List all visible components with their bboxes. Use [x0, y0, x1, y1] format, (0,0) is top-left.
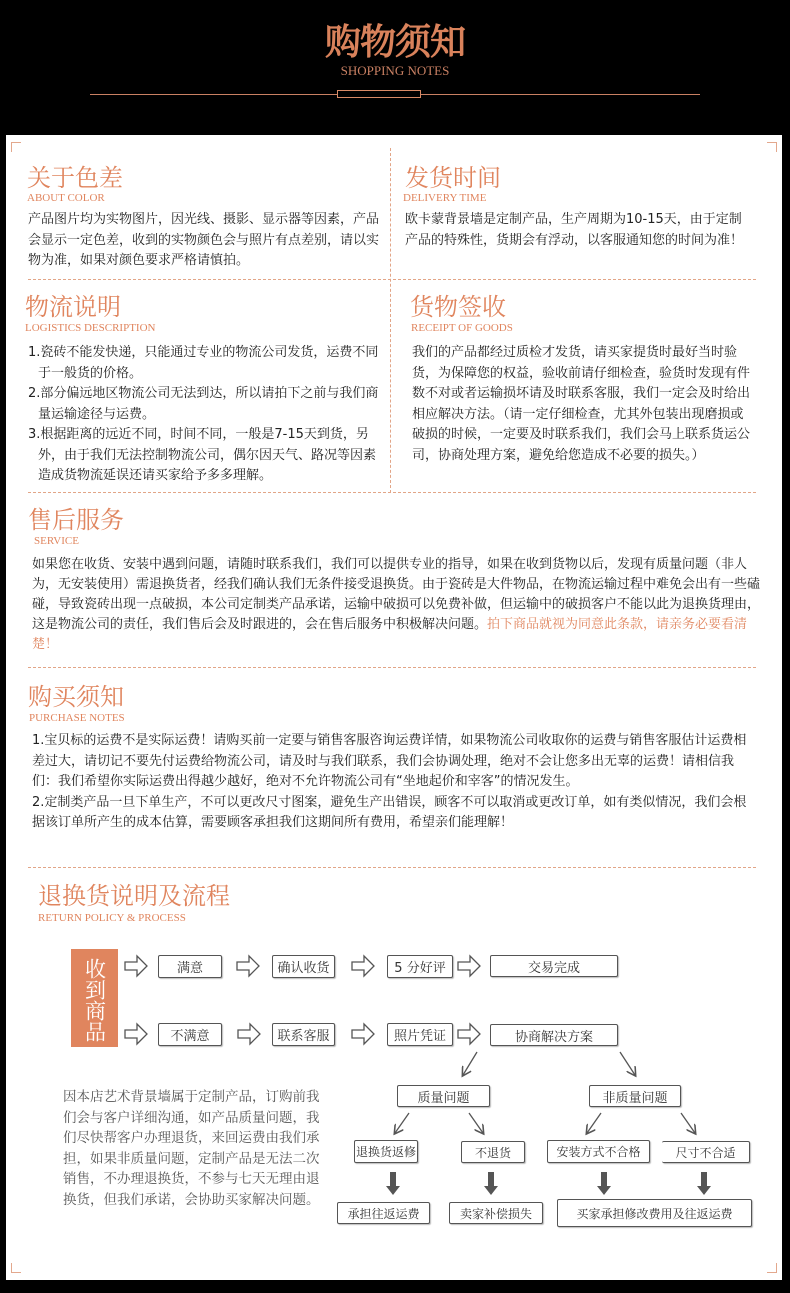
section-body: 产品图片均为实物图片，因光线、摄影、显示器等因素，产品会显示一定色差，收到的实物颜色会与照片有点差别，请以实物为准，如果对颜色要求严格请慎拍。 [28, 212, 380, 268]
section-body: 我们的产品都经过质检才发货，请买家提货时最好当时验货，为保障您的权益，验收前请仔细检查，验货时发现有件数不对或者运输损坏请及时联系客服，我们一定会及时给出相应解决方法。（请一定仔细检查，尤其外包装出现磨损或破损的时候，一定要及时联系我们，我们会马上联系货运公司，协商处理方案，避免给您造成不必要的损失。） [412, 345, 751, 463]
page-subtitle: SHOPPING NOTES [340, 63, 450, 78]
flow-step: 5 分好评 [387, 955, 453, 978]
section-title-color: 关于色差 [27, 164, 123, 192]
arrow-right-icon [237, 956, 259, 976]
section-subtitle: SERVICE [34, 535, 79, 547]
return-policy-note: 因本店艺术背景墙属于定制产品，订购前我们会与客户详细沟通，如产品质量问题，我们尽快帮客户办理退货，来回运费由我们承担，如果非质量问题，定制产品是无法二次销售，不办理退换货，不参与七天无理由退换货，但我们承诺，会协助买家解决问题。 [63, 1089, 320, 1208]
arrow-right-icon [352, 956, 374, 976]
service-highlight: 拍下商品就视为同意此条款，请亲务必要看清楚！ [32, 617, 748, 652]
flow-step: 满意 [158, 955, 222, 978]
arrow-diagonal-icon [395, 1113, 409, 1133]
service-text: 如果您在收货、安装中遇到问题，请随时联系我们，我们可以提供专业的指导，如果在收到货物以后，发现有质量问题（非人为，无安装使用）需退换货者，经我们确认我们无条件接受退换货。由于瓷砖是大件物品，在物流运输过程中难免会出有一些磕碰，导致瓷砖出现一点破损，本公司定制类产品承诺，运输中破损可以免费补做，但运输中的破损客户不能以此为退换货理由，这是物流公司的责任，我们售后会及时跟进的，会在售后服务中积极解决问题。 [32, 557, 761, 632]
flow-case: 尺寸不合适 [662, 1141, 750, 1163]
section-title-receipt: 货物签收 [410, 293, 506, 321]
flow-branch: 非质量问题 [589, 1085, 681, 1107]
arrow-right-icon [125, 956, 147, 976]
arrow-right-icon [125, 1024, 147, 1044]
flow-case: 安装方式不合格 [547, 1140, 650, 1163]
arrow-diagonal-icon [620, 1052, 635, 1075]
list-item: 1.宝贝标的运费不是实际运费！请购买前一定要与销售客服咨询运费详情，如果物流公司收取你的运费与销售客服估计运费相差过大，请切记不要先付运费给物流公司，请及时与我们联系，我们会协调处理，绝对不会让您多出无辜的运费！请相信我们：我们希望你实际运费出得越少越好，绝对不允许物流公司有“坐地起价和宰客”的情况发生。 [32, 733, 747, 789]
list-item: 3.根据距离的远近不同，时间不同，一般是7-15天到货，另外，由于我们无法控制物流公司，偶尔因天气、路况等因素造成货物流延误还请买家给予多多理解。 [28, 427, 377, 483]
arrow-diagonal-icon [469, 1113, 483, 1133]
flow-outcome: 买家承担修改费用及往返运费 [557, 1199, 752, 1227]
arrow-down-icon [597, 1172, 611, 1195]
section-title-logistics: 物流说明 [25, 293, 121, 321]
list-item: 2.定制类产品一旦下单生产，不可以更改尺寸图案，避免生产出错误，顾客不可以取消或更改订单，如有类似情况，我们会根据该订单所产生的成本估算，需要顾客承担我们这期间所有费用，希望亲们能理解！ [32, 794, 747, 830]
list-item: 2.部分偏远地区物流公司无法到达，所以请拍下之前与我们商量运输途径与运费。 [28, 386, 379, 422]
flow-branch: 质量问题 [397, 1085, 490, 1107]
arrow-diagonal-icon [463, 1052, 477, 1075]
arrow-right-icon [458, 1024, 480, 1044]
page-title: 购物须知 [324, 21, 465, 63]
section-title-returns: 退换货说明及流程 [38, 882, 230, 910]
arrow-down-icon [386, 1172, 400, 1195]
arrow-down-icon [484, 1172, 498, 1195]
flow-step: 协商解决方案 [490, 1024, 618, 1046]
section-subtitle: ABOUT COLOR [27, 192, 105, 204]
section-title-purchase: 购买须知 [28, 683, 124, 711]
section-subtitle: RETURN POLICY & PROCESS [38, 912, 186, 924]
section-title-service: 售后服务 [28, 506, 124, 534]
section-body: 欧卡蒙背景墙是定制产品，生产周期为10-15天，由于定制产品的特殊性，货期会有浮动，以客服通知您的时间为准！ [405, 212, 744, 248]
list-item: 1.瓷砖不能发快递，只能通过专业的物流公司发货，运费不同于一般货的价格。 [28, 345, 379, 381]
flow-start-received: 收到商品 [71, 949, 118, 1047]
flow-outcome: 卖家补偿损失 [449, 1202, 543, 1224]
arrow-right-icon [352, 1024, 374, 1044]
section-subtitle: DELIVERY TIME [403, 192, 487, 204]
arrow-right-icon [238, 1024, 260, 1044]
flow-case: 不退货 [461, 1141, 525, 1163]
arrow-right-icon [458, 956, 480, 976]
flow-step: 交易完成 [490, 955, 618, 977]
arrow-down-icon [697, 1172, 711, 1195]
flow-case: 退换货返修 [354, 1140, 418, 1163]
flow-step: 照片凭证 [387, 1023, 453, 1046]
flow-outcome: 承担往返运费 [337, 1202, 430, 1224]
section-title-delivery: 发货时间 [405, 164, 501, 192]
section-subtitle: PURCHASE NOTES [29, 712, 125, 724]
flow-step: 不满意 [158, 1023, 222, 1046]
section-subtitle: LOGISTICS DESCRIPTION [25, 322, 156, 334]
flow-step: 联系客服 [272, 1023, 335, 1046]
arrow-diagonal-icon [587, 1113, 601, 1133]
flow-step: 确认收货 [272, 955, 335, 978]
section-subtitle: RECEIPT OF GOODS [411, 322, 513, 334]
arrow-diagonal-icon [681, 1113, 695, 1133]
